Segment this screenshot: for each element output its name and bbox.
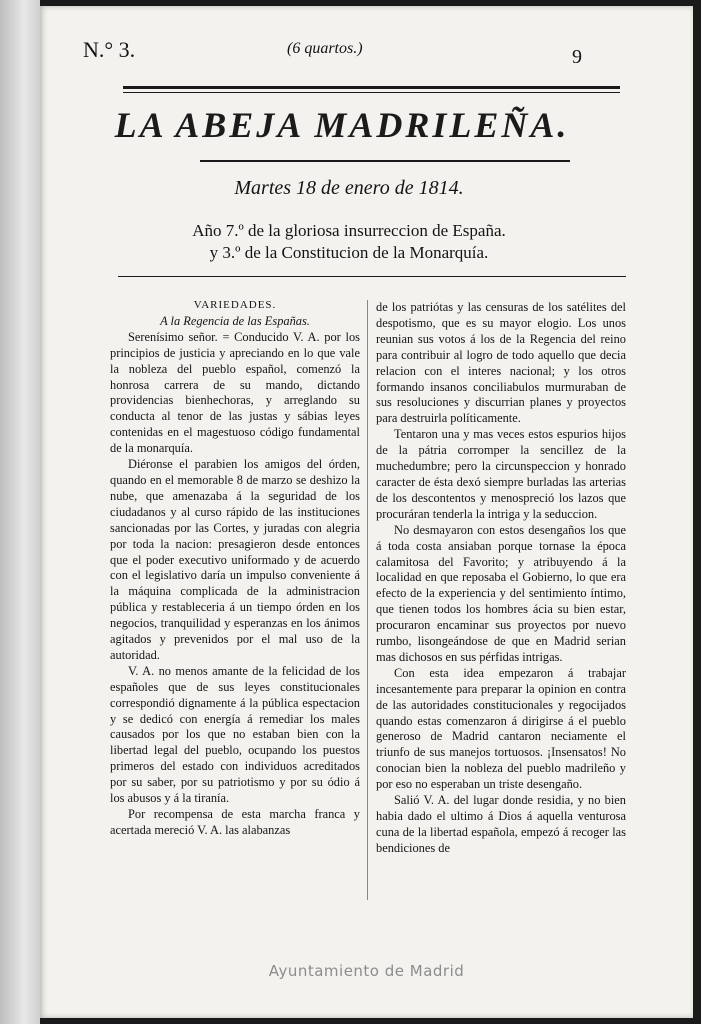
book-spine bbox=[0, 0, 40, 1024]
header-rule-top bbox=[123, 86, 620, 89]
paragraph: Serenísimo señor. = Conducido V. A. por los principios de justicia y apreciando en lo que vale la nobleza del pueblo español, comenzó la honrosa carrera de su mando, dictando providencias bienhechoras, y arreglando su conducta al tenor de las justas y sábias leyes contenidas en el magestuoso código fundamental de la monarquía. bbox=[110, 329, 360, 456]
issue-price: (6 quartos.) bbox=[287, 40, 363, 57]
address-line: A la Regencia de las Españas. bbox=[160, 313, 310, 328]
masthead-rule bbox=[200, 160, 570, 162]
section-title: VARIEDADES. bbox=[193, 299, 277, 311]
right-column bbox=[376, 300, 626, 857]
paragraph: Tentaron una y mas veces estos espurios hijos de la pátria corromper la sencillez de la muchedumbre; pero la circunspeccion y honrado caracter de ésta dexó siempre burladas las arterias de los descontentos y menospreció los lazos que procuráran tenderla la intriga y la seduccion. bbox=[376, 427, 626, 521]
paragraph: Salió V. A. del lugar donde residia, y no bien habia dado el ultimo á Dios á aquella venturosa cuna de la libertad española, empezó á recoger las bendiciones de bbox=[376, 793, 626, 855]
header-rule-bottom bbox=[123, 92, 620, 93]
subtitle-line-1: Año 7.º de la gloriosa insurreccion de España. bbox=[192, 221, 506, 240]
page-number: 9 bbox=[572, 46, 582, 68]
paragraph: Diéronse el parabien los amigos del órden, quando en el memorable 8 de marzo se deshizo la nube, que amenazaba á la seguridad de los ciudadanos y al curso rápido de las instituciones sancionadas por las Cortes, y juradas con alegria por toda la nacion: presagieron desde entonces que el poder executivo uniformado y de acuerdo con el legislativo daría un impulso conveniente á la máquina complicada de la administracion pública y restableceria á un tiempo órden en los negocios, tranquilidad y esperanzas en los ánimos agitados y prevenidos por el mal uso de la autoridad. bbox=[110, 457, 360, 662]
masthead-bottom-rule bbox=[118, 276, 626, 277]
paragraph: V. A. no menos amante de la felicidad de los españoles que de sus leyes constitucionales correspondió dignamente á la pública espectacion y se dedicó con energía á remediar los males causados por los que no estaban bien con la libertad legal del pueblo, ocupando los puestos primeros del estado con individuos acreditados por su saber, por su patriotismo y por su ódio á los abusos y á la tiranía. bbox=[110, 663, 360, 806]
subtitle-line-2: y 3.º de la Constitucion de la Monarquía. bbox=[209, 243, 489, 262]
paragraph: Por recompensa de esta marcha franca y acertada mereció V. A. las alabanzas bbox=[110, 807, 360, 837]
paragraph: Con esta idea empezaron á trabajar incesantemente para preparar la opinion en contra de las autoridades constitucionales y regocijados quando estas comenzaron á dirigirse á el pueblo generoso de Madrid cantaron neciamente el triunfo de sus manejos tortuosos. ¡Insensatos! No conocian bien la nobleza del pueblo madrileño y por eso no esperaban un triste desengaño. bbox=[376, 665, 626, 792]
column-divider bbox=[367, 300, 368, 900]
masthead-title: LA ABEJA MADRILEÑA. bbox=[114, 105, 570, 145]
paragraph: No desmayaron con estos desengaños los que á toda costa ansiaban porque tornase la época calamitosa del Favorito; y atribuyendo á la localidad en que reposaba el Gobierno, lo que era efecto de la experiencia y del sentimiento íntimo, que tienen todos los hombres ácia su bien estar, procuraron encaminar sus proyectos por nuevo rumbo, lisongeándose de que en Madrid serian mas dichosos en sus pérfidas intrigas. bbox=[376, 522, 626, 664]
issue-number: N.° 3. bbox=[83, 37, 136, 62]
left-column bbox=[110, 298, 360, 839]
issue-date: Martes 18 de enero de 1814. bbox=[234, 177, 464, 199]
archive-watermark: Ayuntamiento de Madrid bbox=[268, 962, 465, 980]
paragraph: de los patriótas y las censuras de los satélites del despotismo, que es su mayor elogio. Los unos reunian sus votos á los de la Regencia del reino para contribuir al logro de todo aquello que decia relacion con el interes nacional; y los otros formando insanos conciliabulos murmuraban de sus resoluciones y discurrian planes y proyectos para destruirla políticamente. bbox=[376, 300, 626, 426]
